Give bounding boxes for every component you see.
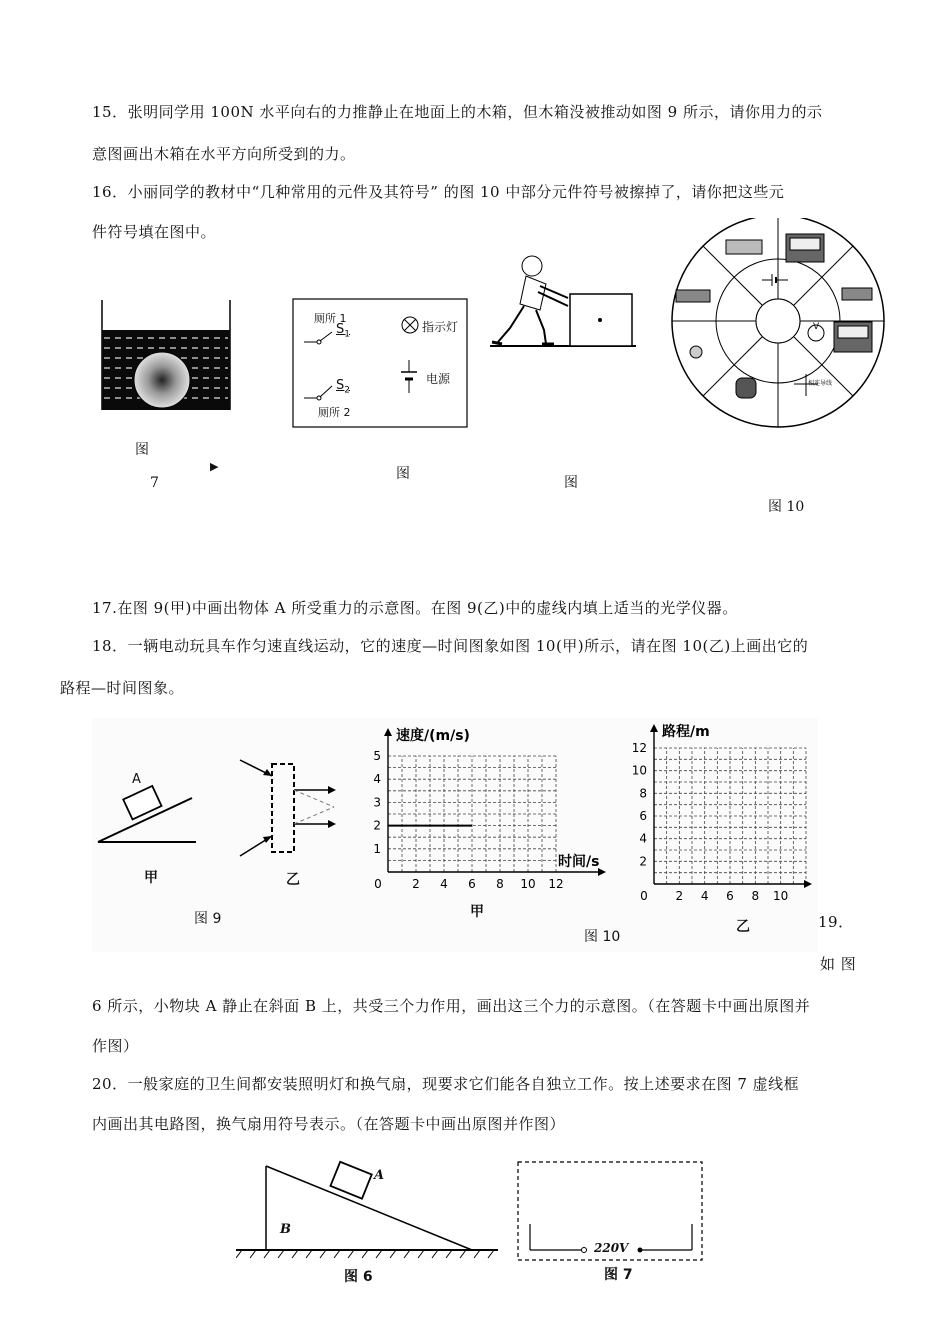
fig9-yi-label: 乙 bbox=[286, 872, 300, 888]
velocity-time-chart bbox=[360, 726, 610, 898]
fig9-incline-figure bbox=[96, 770, 216, 850]
power-source-label: 电源 bbox=[426, 372, 451, 386]
toilet2-label: 厕所 2 bbox=[318, 406, 351, 419]
fig6-incline-figure bbox=[236, 1156, 500, 1260]
x-axis-arrow-icon bbox=[804, 880, 812, 888]
x-tick-label: 4 bbox=[700, 889, 709, 903]
s1-label: $S_1$ bbox=[336, 322, 350, 340]
toilet1-label: 厕所 1 bbox=[314, 312, 347, 325]
y-tick-label: 2 bbox=[373, 818, 381, 833]
x-tick-label: 8 bbox=[751, 889, 760, 903]
q19-number: 19． bbox=[818, 913, 854, 931]
origin-label: 0 bbox=[374, 877, 382, 891]
x-tick-label: 10 bbox=[520, 877, 536, 891]
component-wheel-figure bbox=[666, 218, 890, 428]
fig7-tu-label: 图 bbox=[135, 442, 149, 458]
distance-time-chart bbox=[620, 720, 820, 912]
x-tick-label: 6 bbox=[726, 889, 734, 903]
x-tick-label: 12 bbox=[548, 877, 564, 891]
y-axis-arrow-icon bbox=[650, 724, 658, 732]
fig9-optics-figure bbox=[236, 758, 346, 858]
y-axis-label: 路程/m bbox=[662, 724, 710, 740]
y-tick-label: 3 bbox=[373, 795, 381, 810]
fig7-circuit-box-figure bbox=[516, 1160, 704, 1264]
x-tick-label: 10 bbox=[773, 889, 789, 903]
y-axis-arrow-icon bbox=[384, 728, 392, 736]
y-tick-label: 4 bbox=[639, 831, 647, 846]
fig6-label-a: A bbox=[374, 1168, 385, 1183]
y-tick-label: 10 bbox=[631, 763, 647, 778]
q16-line-1: 16．小丽同学的教材中“几种常用的元件及其符号” 的图 10 中部分元件符号被擦掉了，请你把这些元 bbox=[92, 183, 785, 201]
circuit-figure bbox=[292, 298, 468, 428]
indicator-lamp-label: 指示灯 bbox=[422, 320, 459, 334]
origin-label: 0 bbox=[640, 889, 648, 903]
fig10-top-caption: 图 10 bbox=[768, 499, 805, 515]
y-tick-label: 8 bbox=[639, 786, 647, 801]
y-tick-label: 6 bbox=[639, 809, 647, 823]
q19-line-2: 6 所示，小物块 A 静止在斜面 B 上，共受三个力作用，画出这三个力的示意图。（在答题卡中画出原图并 bbox=[92, 997, 811, 1015]
fig9-caption: 图 9 bbox=[194, 911, 222, 927]
boy-pushing-box-figure bbox=[488, 250, 638, 350]
q20-line-1: 20．一般家庭的卫生间都安装照明灯和换气扇，现要求它们能各自独立工作。按上述要求在图 7 虚线框 bbox=[92, 1075, 800, 1093]
y-tick-label: 12 bbox=[631, 741, 647, 755]
q18-line-1: 18．一辆电动玩具车作匀速直线运动，它的速度—时间图象如图 10(甲)所示，请在图 10(乙)上画出它的 bbox=[92, 637, 809, 655]
fig9-jia-label: 甲 bbox=[144, 870, 158, 886]
q20-line-2: 内画出其电路图，换气扇用符号表示。（在答题卡中画出原图并作图） bbox=[92, 1115, 566, 1133]
fig10-jia-label: 甲 bbox=[470, 904, 484, 920]
y-tick-label: 1 bbox=[373, 841, 381, 856]
fig10-caption: 图 10 bbox=[584, 929, 621, 945]
arrow-marker-icon: ▶ bbox=[210, 460, 219, 473]
fig10-yi-label: 乙 bbox=[736, 919, 750, 935]
fig7-number: 7 bbox=[150, 475, 159, 491]
beaker-figure bbox=[96, 298, 236, 418]
q16-line-2: 件符号填在图中。 bbox=[92, 223, 217, 241]
circuit-tu-label: 图 bbox=[396, 466, 410, 482]
q15-line-2: 意图画出木箱在水平方向所受到的力。 bbox=[92, 145, 356, 163]
s2-label: $S_2$ bbox=[336, 378, 350, 396]
y-tick-label: 5 bbox=[373, 749, 381, 763]
y-tick-label: 2 bbox=[639, 854, 647, 869]
x-tick-label: 2 bbox=[412, 877, 420, 891]
x-tick-label: 4 bbox=[440, 877, 448, 891]
q17-line-1: 17.在图 9(甲)中画出物体 A 所受重力的示意图。在图 9(乙)中的虚线内填上适当的光学仪器。 bbox=[92, 599, 738, 617]
q19-line-3: 作图） bbox=[92, 1037, 139, 1055]
y-axis-label: 速度/(m/s) bbox=[396, 728, 470, 744]
voltage-label: 220V bbox=[594, 1241, 629, 1255]
voltmeter-symbol-label: V bbox=[813, 322, 820, 332]
x-tick-label: 8 bbox=[496, 877, 504, 891]
fig6-caption: 图 6 bbox=[344, 1269, 373, 1285]
fig9-block-label: A bbox=[132, 772, 141, 787]
x-axis-label: 时间/s bbox=[558, 854, 600, 870]
push-tu-label: 图 bbox=[564, 475, 578, 491]
y-tick-label: 4 bbox=[373, 772, 381, 787]
fig7-caption: 图 7 bbox=[604, 1267, 633, 1283]
x-tick-label: 6 bbox=[468, 877, 476, 891]
q19-rutu: 如 图 bbox=[820, 955, 857, 973]
q15-line-1: 15．张明同学用 100N 水平向右的力推静止在地面上的木箱，但木箱没被推动如图 9 所示，请你用力的示 bbox=[92, 103, 823, 121]
x-tick-label: 2 bbox=[675, 889, 684, 903]
q18-line-2: 路程—时间图象。 bbox=[60, 679, 185, 697]
fig6-label-b: B bbox=[280, 1222, 291, 1237]
connected-wire-label: 相连导线 bbox=[808, 380, 833, 387]
